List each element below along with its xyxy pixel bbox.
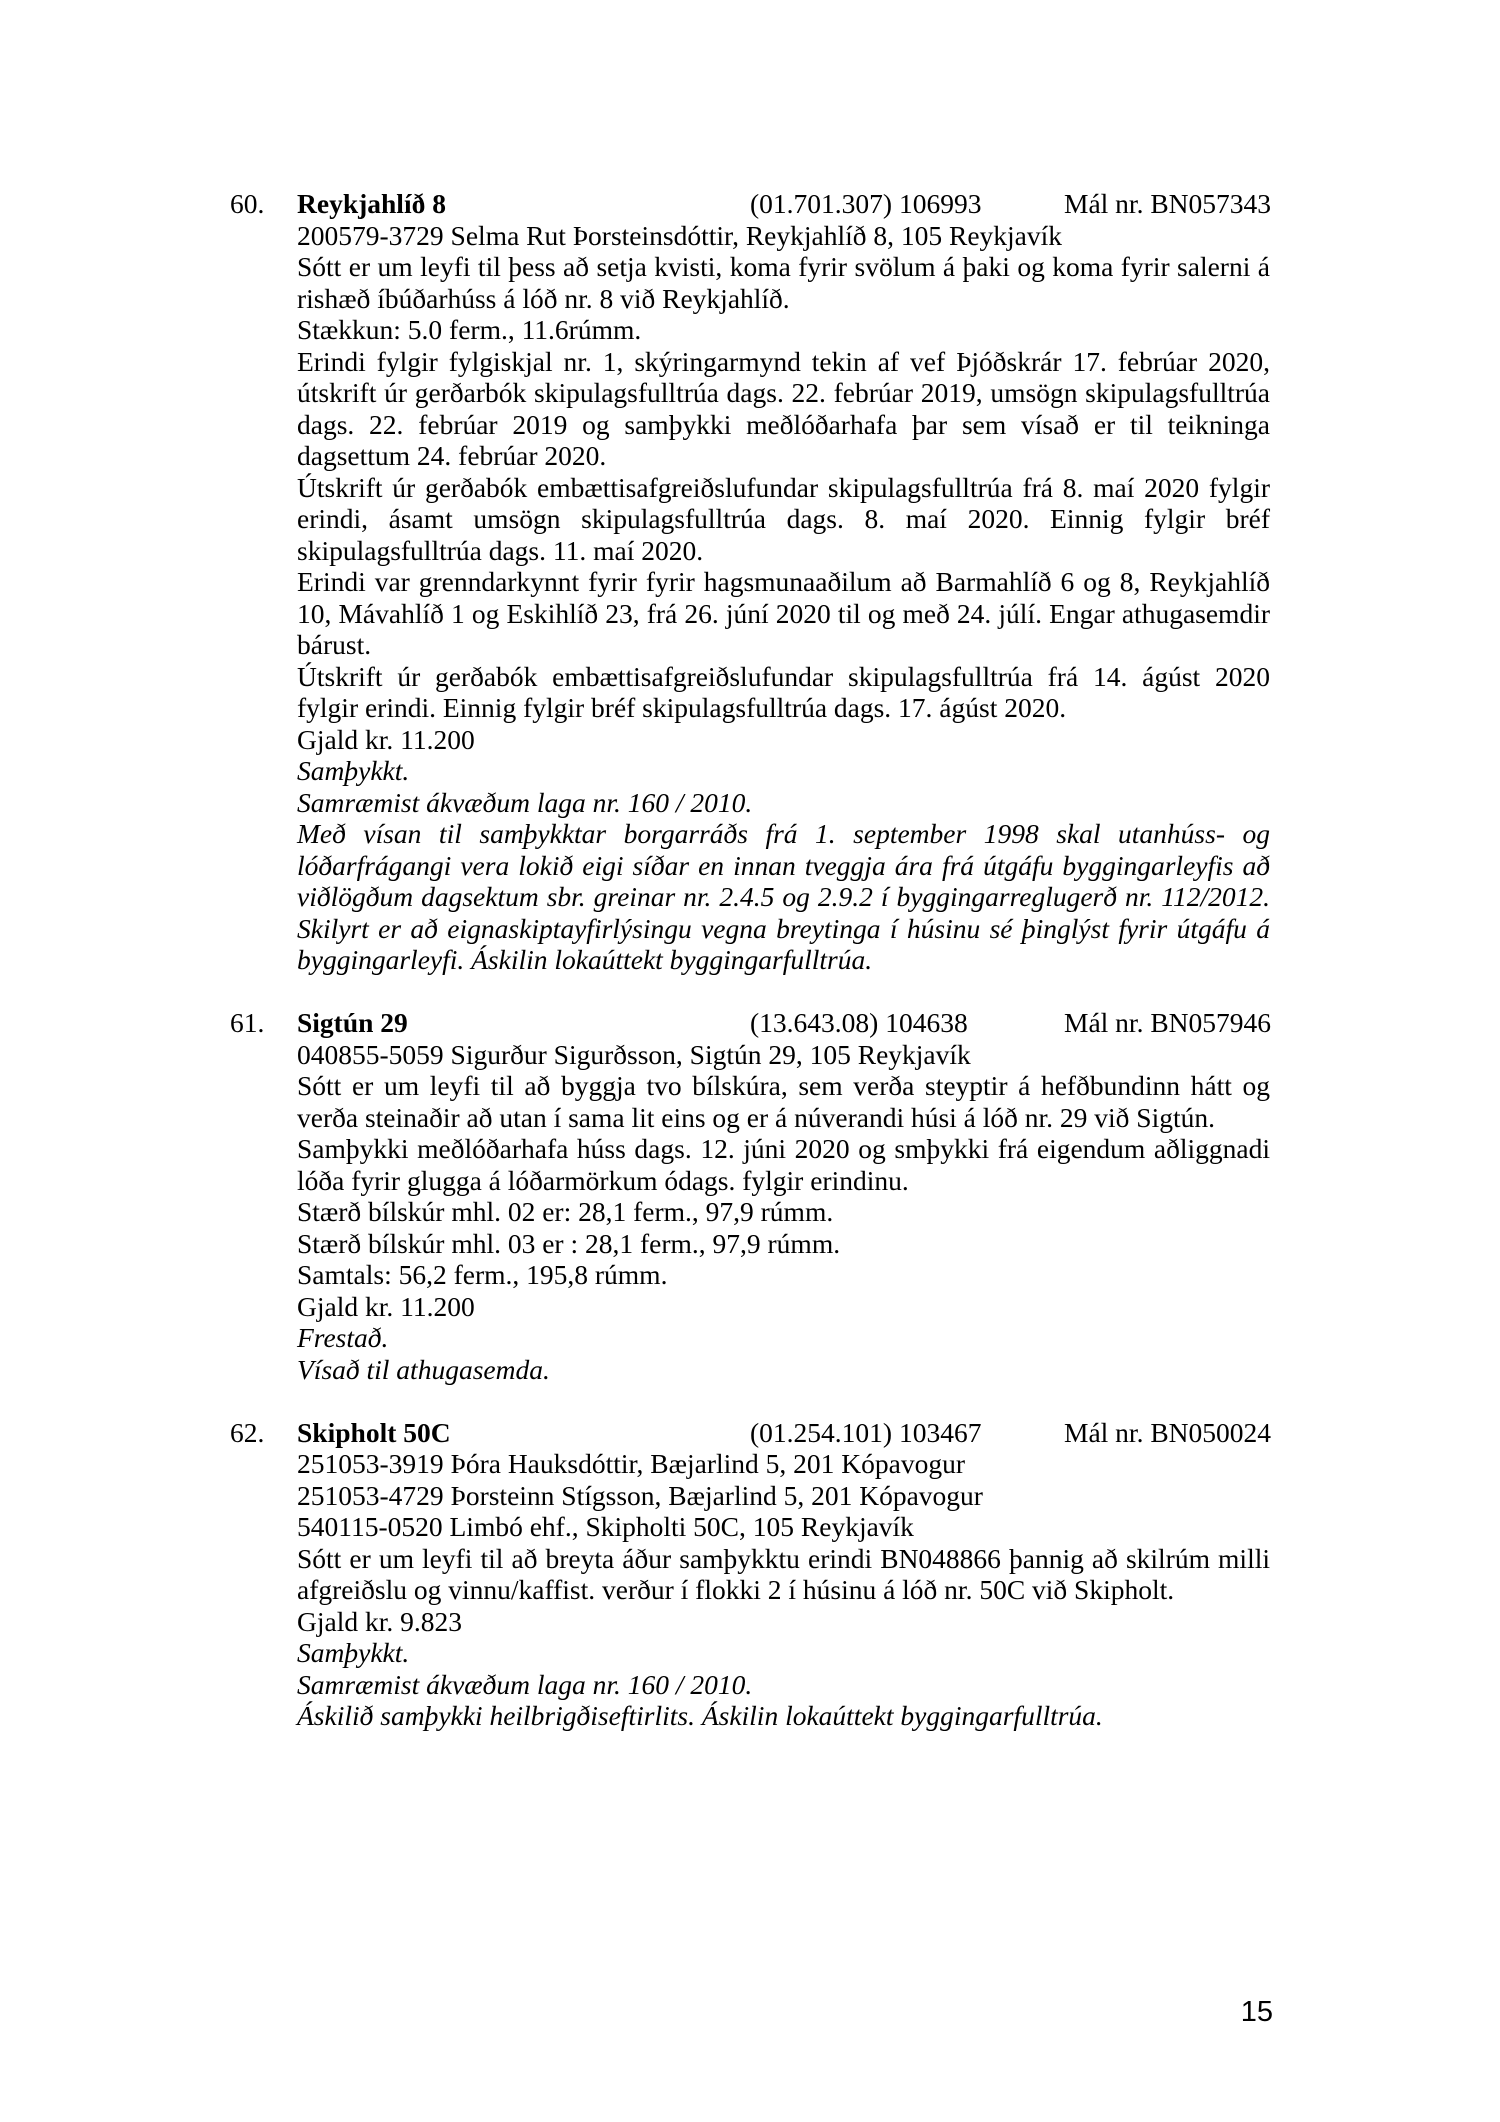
agenda-item: [230, 1416, 1272, 1732]
item-reference: (01.254.101) 103467: [750, 1416, 982, 1448]
paragraph: Samþykki meðlóðarhafa húss dags. 12. júni 2020 og smþykki frá eigendum aðliggnadi lóða fyrir glugga á lóðarmörkum ódags. fylgir erindinu.: [297, 1133, 1270, 1196]
item-address: Sigtún 29: [297, 1007, 408, 1038]
item-reference: (13.643.08) 104638: [750, 1007, 968, 1038]
paragraph: Samþykkt.: [297, 1637, 410, 1668]
paragraph: Samræmist ákvæðum laga nr. 160 / 2010.: [297, 1668, 753, 1700]
paragraph: Áskilið samþykki heilbrigðiseftirlits. Áskilin lokaúttekt byggingarfulltrúa.: [297, 1700, 1103, 1731]
paragraph: Sótt er um leyfi til að byggja tvo bílskúra, sem verða steyptir á hefðbundinn hátt og verða steinaðir að utan í sama lit eins og er á núverandi húsi á lóð nr. 29 við Sigtún.: [297, 1070, 1270, 1133]
paragraph: Útskrift úr gerðabók embættisafgreiðslufundar skipulagsfulltrúa frá 8. maí 2020 fylgir erindi, ásamt umsögn skipulagsfulltrúa dags. 8. maí 2020. Einnig fylgir bréf skipulagsfulltrúa dags. 11. maí 2020.: [297, 471, 1270, 566]
paragraph: Gjald kr. 11.200: [297, 723, 475, 755]
item-body: [297, 1448, 1270, 1732]
owner-line: 251053-4729 Þorsteinn Stígsson, Bæjarlind 5, 201 Kópavogur: [297, 1479, 983, 1511]
item-header: [230, 1007, 1272, 1039]
paragraph: Samtals: 56,2 ferm., 195,8 rúmm.: [297, 1259, 668, 1290]
document-content: [230, 188, 1272, 1732]
item-header: [230, 188, 1272, 220]
paragraph: Útskrift úr gerðabók embættisafgreiðslufundar skipulagsfulltrúa frá 14. ágúst 2020 fylgir erindi. Einnig fylgir bréf skipulagsfulltrúa dags. 17. ágúst 2020.: [297, 660, 1270, 723]
owner-line: 200579-3729 Selma Rut Þorsteinsdóttir, Reykjahlíð 8, 105 Reykjavík: [297, 219, 1063, 251]
item-number: 61.: [230, 1007, 265, 1038]
paragraph: Erindi fylgir fylgiskjal nr. 1, skýringarmynd tekin af vef Þjóðskrár 17. febrúar 2020, útskrift úr gerðarbók skipulagsfulltrúa dags. 22. febrúar 2019, umsögn skipulagsfulltrúa dags. 22. febrúar 2019 og samþykki meðlóðarhafa þar sem vísað er til teikninga dagsettum 24. febrúar 2020.: [297, 345, 1270, 471]
paragraph: Erindi var grenndarkynnt fyrir fyrir hagsmunaaðilum að Barmahlíð 6 og 8, Reykjahlíð 10, Mávahlíð 1 og Eskihlíð 23, frá 26. júní 2020 til og með 24. júlí. Engar athugasemdir bárust.: [297, 566, 1270, 660]
owner-line: 251053-3919 Þóra Hauksdóttir, Bæjarlind 5, 201 Kópavogur: [297, 1448, 966, 1479]
item-body: [297, 1039, 1270, 1386]
owner-line: 540115-0520 Limbó ehf., Skipholti 50C, 105 Reykjavík: [297, 1511, 914, 1542]
agenda-item: [230, 1007, 1272, 1385]
item-case-number: Mál nr. BN050024: [1064, 1416, 1272, 1448]
paragraph: Stærð bílskúr mhl. 03 er : 28,1 ferm., 97,9 rúmm.: [297, 1227, 841, 1259]
item-number: 62.: [230, 1416, 265, 1448]
paragraph: Stækkun: 5.0 ferm., 11.6rúmm.: [297, 314, 642, 345]
paragraph: Með vísan til samþykktar borgarráðs frá 1. september 1998 skal utanhúss- og lóðarfrágangi vera lokið eigi síðar en innan tveggja ára frá útgáfu byggingarleyfis að viðlögðum dagsektum sbr. greinar nr. 2.4.5 og 2.9.2 í byggingarreglugerð nr. 112/2012. Skilyrt er að eignaskiptayfirlýsingu vegna breytinga í húsinu sé þinglýst fyrir útgáfu á byggingarleyfi. Áskilin lokaúttekt byggingarfulltrúa.: [297, 818, 1270, 975]
item-case-number: Mál nr. BN057946: [1064, 1007, 1272, 1038]
paragraph: Gjald kr. 9.823: [297, 1605, 462, 1637]
paragraph: Sótt er um leyfi til að breyta áður samþykktu erindi BN048866 þannig að skilrúm milli afgreiðslu og vinnu/kaffist. verður í flokki 2 í húsinu á lóð nr. 50C við Skipholt.: [297, 1542, 1270, 1605]
item-body: [297, 220, 1270, 976]
item-reference: (01.701.307) 106993: [750, 188, 982, 219]
paragraph: Frestað.: [297, 1322, 389, 1353]
item-address: Reykjahlíð 8: [297, 188, 446, 219]
agenda-item: [230, 188, 1272, 976]
item-case-number: Mál nr. BN057343: [1064, 188, 1272, 219]
paragraph: Gjald kr. 11.200: [297, 1290, 475, 1322]
item-number: 60.: [230, 188, 265, 219]
item-address: Skipholt 50C: [297, 1416, 451, 1448]
paragraph: Stærð bílskúr mhl. 02 er: 28,1 ferm., 97,9 rúmm.: [297, 1196, 834, 1227]
paragraph: Samþykkt.: [297, 755, 410, 786]
paragraph: Samræmist ákvæðum laga nr. 160 / 2010.: [297, 786, 753, 818]
owner-line: 040855-5059 Sigurður Sigurðsson, Sigtún 29, 105 Reykjavík: [297, 1038, 971, 1070]
page-number: 15: [1240, 1996, 1273, 2028]
item-header: [230, 1416, 1272, 1449]
paragraph: Sótt er um leyfi til þess að setja kvisti, koma fyrir svölum á þaki og koma fyrir salerni á rishæð íbúðarhúss á lóð nr. 8 við Reykjahlíð.: [297, 251, 1270, 314]
paragraph: Vísað til athugasemda.: [297, 1353, 550, 1385]
